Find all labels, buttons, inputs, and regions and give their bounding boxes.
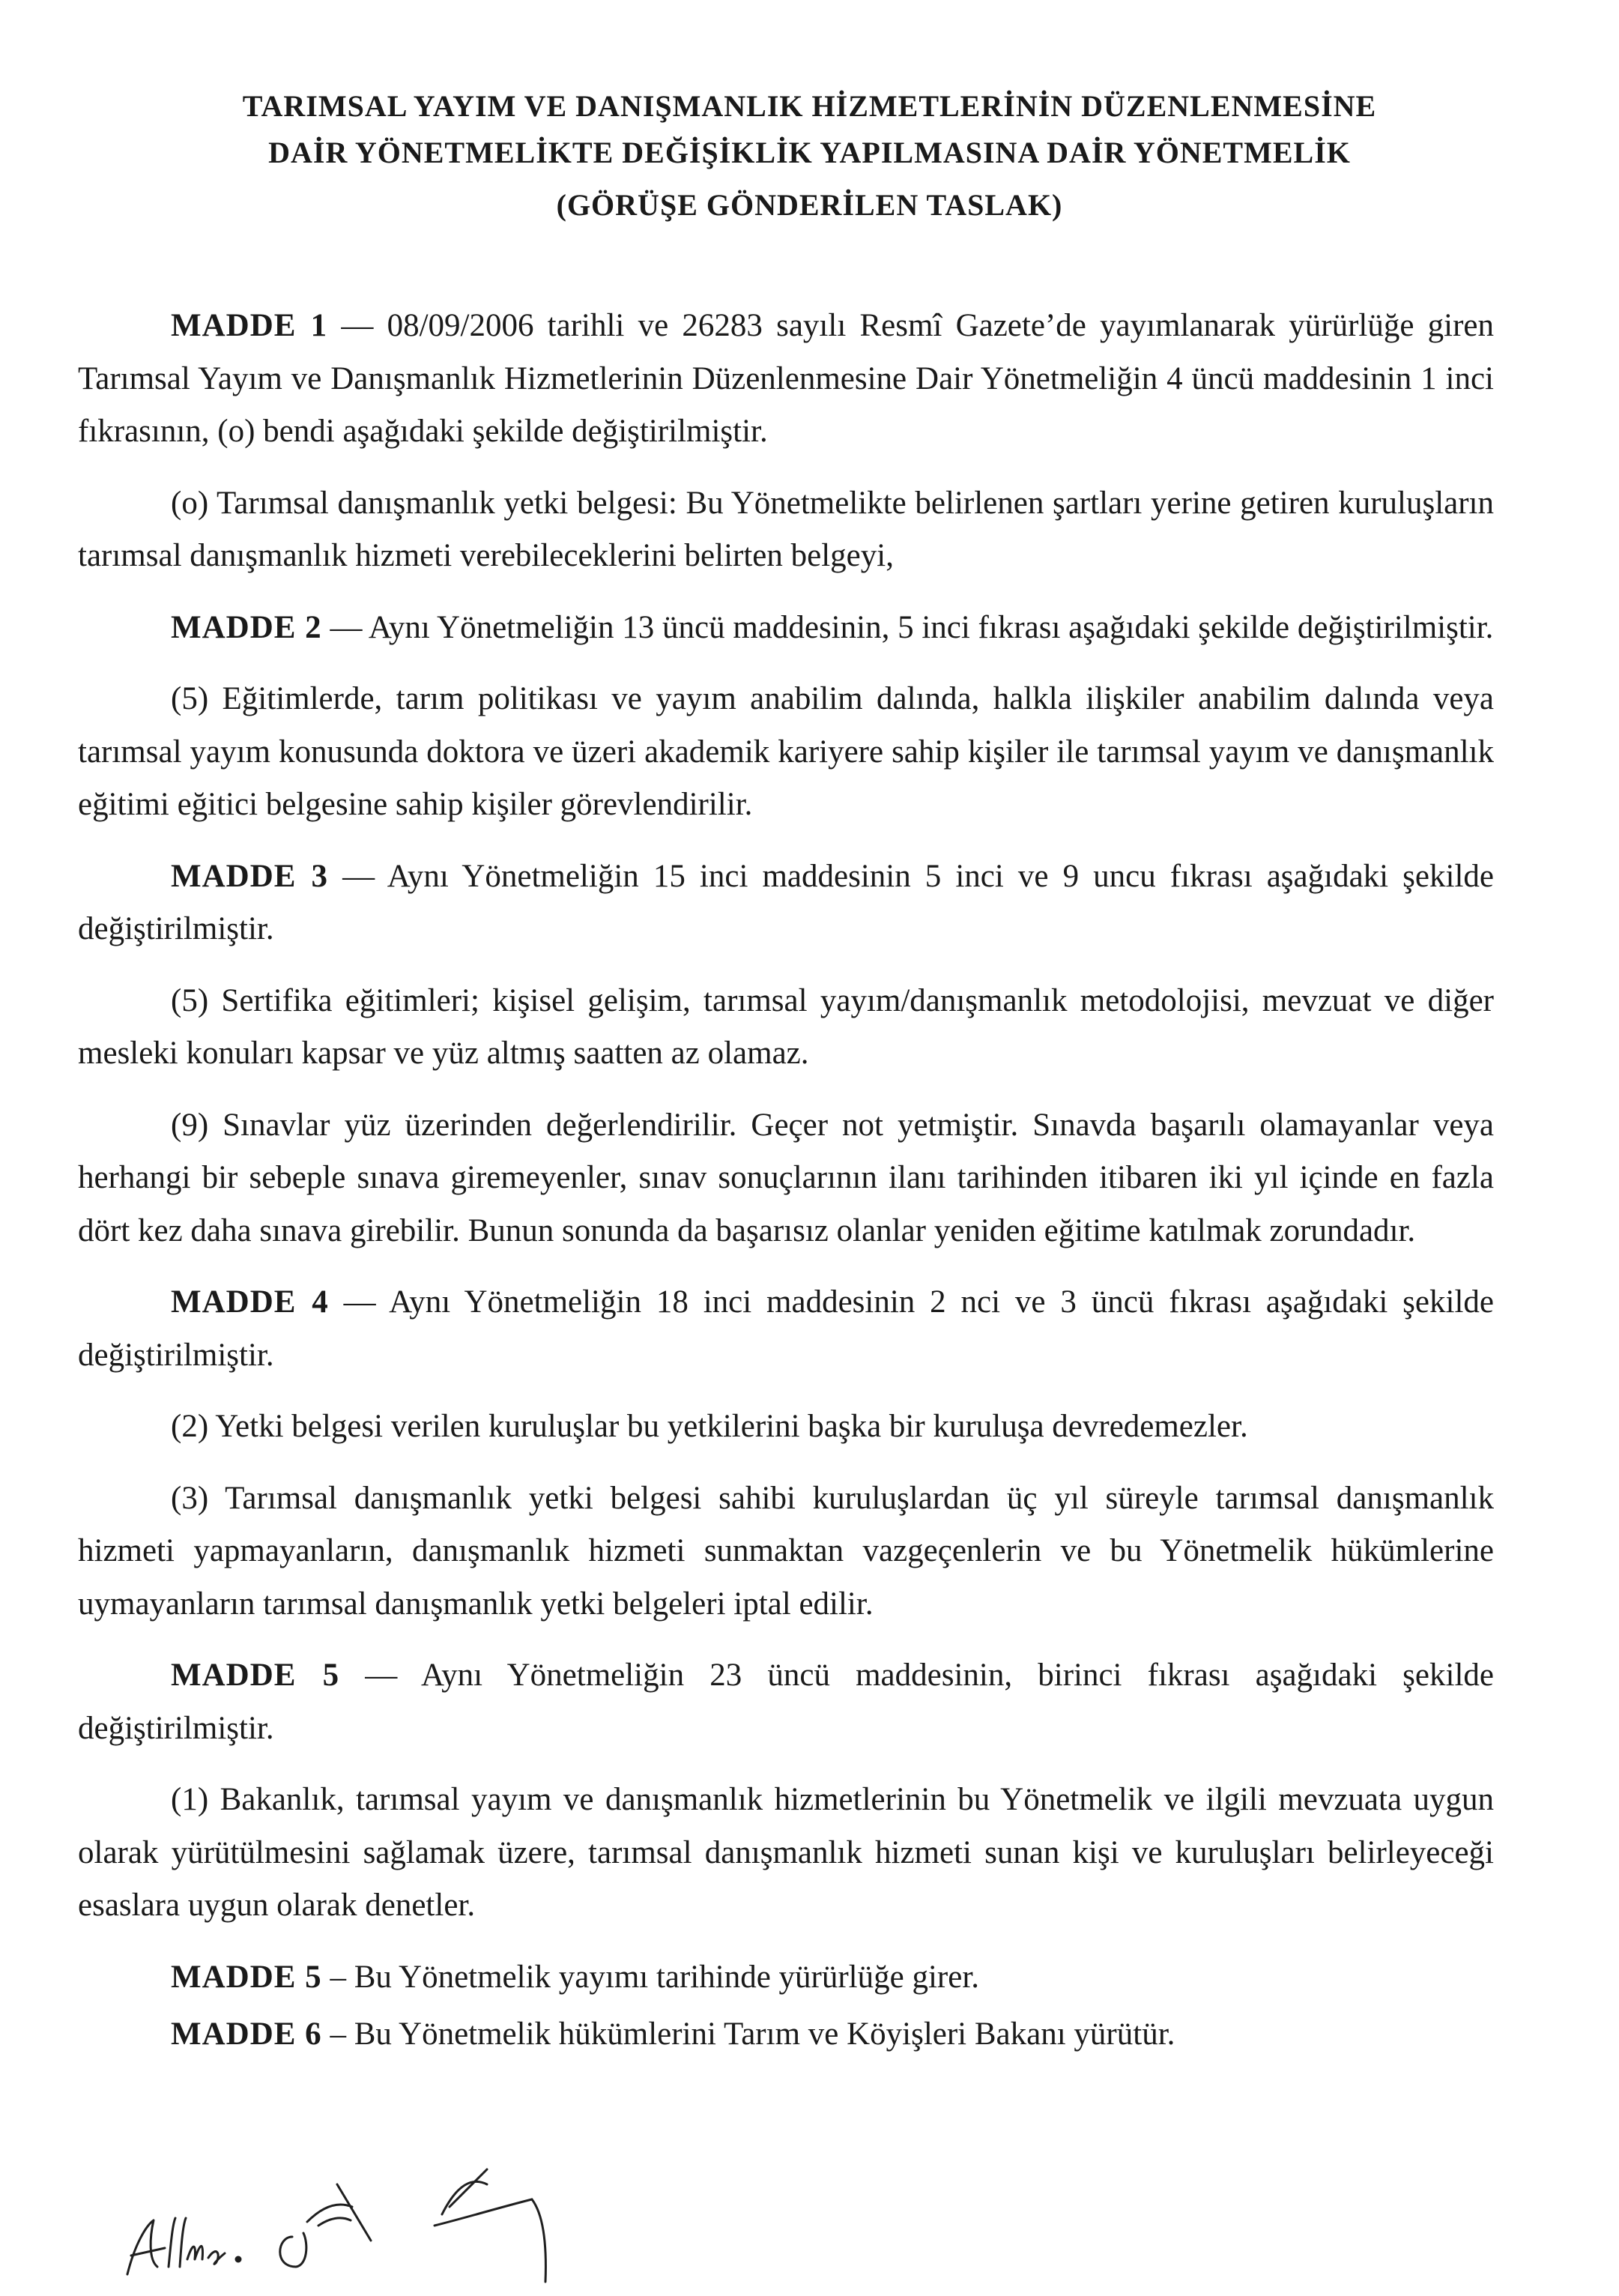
article-label: MADDE 5 [171, 1658, 340, 1693]
article-label: MADDE 3 [171, 858, 328, 894]
paragraph-text: Aynı Yönetmeliğin 18 inci maddesinin 2 nci ve 3 üncü fıkrası aşağıdaki şekilde değiştirilmiştir. [78, 1284, 1494, 1373]
article-label: MADDE 4 [171, 1284, 329, 1320]
clause-paragraph [78, 673, 1494, 832]
paragraph-text: (o) Tarımsal danışmanlık yetki belgesi: Bu Yönetmelikte belirlenen şartları yerine getiren kuruluşların tarımsal danışmanlık hizmeti verebileceklerini belirten belgeyi, [78, 485, 1494, 573]
article-dash: — [321, 609, 369, 645]
clause-paragraph [78, 1472, 1494, 1631]
article-dash: — [327, 308, 387, 343]
signature-2 [280, 2184, 371, 2267]
paragraph-text: (2) Yetki belgesi verilen kuruluşlar bu yetkilerini başka bir kuruluşa devredemezler. [171, 1409, 1248, 1444]
paragraph-text: (9) Sınavlar yüz üzerinden değerlendirilir. Geçer not yetmiştir. Sınavda başarılı olamayanlar veya herhangi bir sebeple sınava giremeyenler, sınav sonuçlarının ilanı tarihinden itibaren iki yıl içinde en fazla dört kez daha sınava girebilir. Bunun sonunda da başarısız olanlar yeniden eğitime katılmak zorundadır. [78, 1107, 1494, 1248]
paragraph-text: (5) Sertifika eğitimleri; kişisel gelişim, tarımsal yayım/danışmanlık metodolojisi, mevzuat ve diğer mesleki konuları kapsar ve yüz altmış saatten az olamaz. [78, 982, 1494, 1071]
paragraph-text: (3) Tarımsal danışmanlık yetki belgesi sahibi kuruluşlardan üç yıl süreyle tarımsal danışmanlık hizmeti yapmayanların, danışmanlık hizmeti sunmaktan vazgeçenlerin ve bu Yönetmelik hükümlerine uymayanların tarımsal danışmanlık yetki belgeleri iptal edilir. [78, 1480, 1494, 1622]
clause-paragraph [78, 1774, 1494, 1933]
paragraph-text: (5) Eğitimlerde, tarım politikası ve yayım anabilim dalında, halkla ilişkiler anabilim dalında veya tarımsal yayım konusunda doktora ve üzeri akademik kariyere sahip kişiler ile tarımsal yayım ve danışmanlık eğitimi eğitici belgesine sahip kişiler görevlendirilir. [78, 681, 1494, 822]
article-label: MADDE 2 [171, 609, 322, 645]
clause-paragraph [78, 1099, 1494, 1258]
article-paragraph [78, 1276, 1494, 1382]
clause-paragraph [78, 477, 1494, 583]
document-body [78, 300, 1494, 2066]
article-paragraph [78, 851, 1494, 956]
article-label: MADDE 1 [171, 308, 328, 343]
clause-paragraph [78, 975, 1494, 1081]
article-paragraph [78, 1951, 1494, 2005]
paragraph-text: Aynı Yönetmeliğin 15 inci maddesinin 5 inci ve 9 uncu fıkrası aşağıdaki şekilde değiştirilmiştir. [78, 858, 1494, 946]
article-dash: — [328, 1284, 390, 1320]
document-subtitle: (GÖRÜŞE GÖNDERİLEN TASLAK) [556, 188, 1063, 222]
signatures [112, 2154, 599, 2289]
article-paragraph [78, 2008, 1494, 2061]
signature-1 [127, 2218, 240, 2274]
document-title-line-2: DAİR YÖNETMELİKTE DEĞİŞİKLİK YAPILMASINA DAİR YÖNETMELİK [268, 136, 1351, 169]
paragraph-text: Aynı Yönetmeliğin 13 üncü maddesinin, 5 inci fıkrası aşağıdaki şekilde değiştirilmiştir. [368, 609, 1494, 645]
clause-paragraph [78, 1401, 1494, 1454]
article-dash: — [339, 1658, 422, 1693]
article-dash: – [321, 1959, 354, 1995]
article-label: MADDE 6 [171, 2016, 322, 2052]
article-paragraph [78, 1649, 1494, 1755]
article-label: MADDE 5 [171, 1959, 322, 1995]
paragraph-text: Aynı Yönetmeliğin 23 üncü maddesinin, birinci fıkrası aşağıdaki şekilde değiştirilmiştir. [78, 1658, 1494, 1746]
paragraph-text: 08/09/2006 tarihli ve 26283 sayılı Resmî Gazete’de yayımlanarak yürürlüğe giren Tarımsal Yayım ve Danışmanlık Hizmetlerinin Düzenlenmesine Dair Yönetmeliğin 4 üncü maddesinin 1 inci fıkrasının, (o) bendi aşağıdaki şekilde değiştirilmiştir. [78, 308, 1494, 449]
article-paragraph [78, 602, 1494, 655]
article-dash: — [328, 858, 387, 894]
document-title-line-1: TARIMSAL YAYIM VE DANIŞMANLIK HİZMETLERİNİN DÜZENLENMESİNE [242, 89, 1377, 123]
paragraph-text: (1) Bakanlık, tarımsal yayım ve danışmanlık hizmetlerinin bu Yönetmelik ve ilgili mevzuata uygun olarak yürütülmesini sağlamak üzere, tarımsal danışmanlık hizmeti sunan kişi ve kuruluşları belirleyeceği esaslara uygun olarak denetler. [78, 1782, 1494, 1923]
paragraph-text: Bu Yönetmelik hükümlerini Tarım ve Köyişleri Bakanı yürütür. [354, 2016, 1175, 2052]
article-paragraph [78, 300, 1494, 459]
paragraph-text: Bu Yönetmelik yayımı tarihinde yürürlüğe girer. [354, 1959, 980, 1995]
signature-3 [435, 2169, 545, 2282]
article-dash: – [321, 2016, 354, 2052]
